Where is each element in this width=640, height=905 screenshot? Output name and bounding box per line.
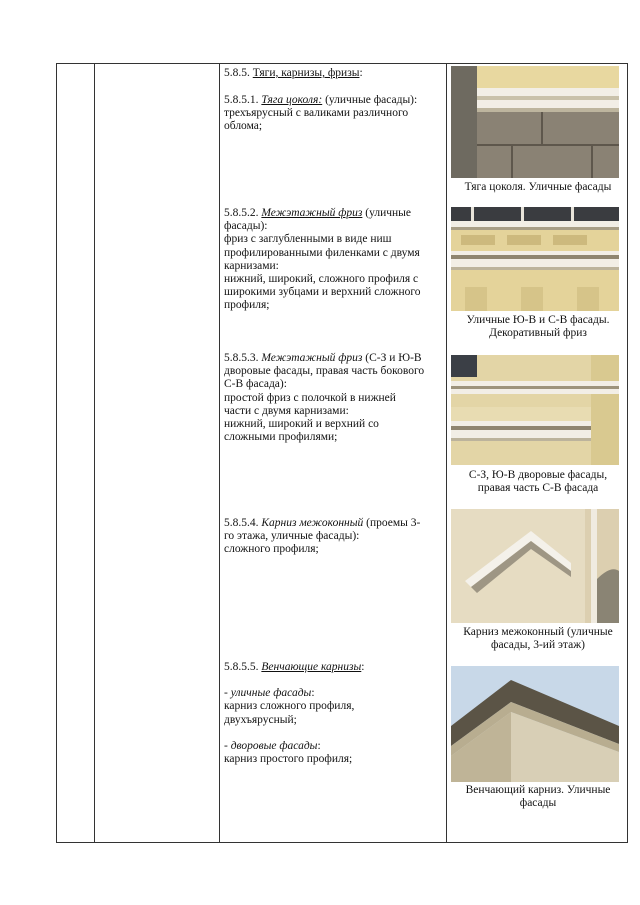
section-5-8-5-heading: 5.8.5. Тяги, карнизы, фризы: <box>224 67 363 79</box>
photo-crowning-cornice <box>451 666 619 782</box>
caption-frieze-street: Уличные Ю-В и С-В фасады. Декоративный фриз <box>466 314 610 340</box>
table-col-divider-1 <box>94 63 95 843</box>
photo-plinth <box>451 66 619 178</box>
photo-window-cornice <box>451 509 619 623</box>
table-col-divider-2 <box>219 63 220 843</box>
section-5-8-5-5: 5.8.5.5. Венчающие карнизы: - уличные фасады: карниз сложного профиля, двухъярусный; - дворовые фасады: карниз простого профиля; <box>224 661 365 766</box>
caption-plinth: Тяга цоколя. Уличные фасады <box>464 181 612 193</box>
table-left-border <box>56 63 57 843</box>
section-5-8-5-4: 5.8.5.4. Карниз межоконный (проемы 3- го этажа, уличные фасады): сложного профиля; <box>224 517 421 556</box>
table-bottom-border <box>56 842 628 843</box>
section-5-8-5-2: 5.8.5.2. Межэтажный фриз (уличные фасады): фриз с заглубленными в виде ниш профилированными филенками с двумя карнизами: нижний, широкий, сложного профиля с широкими зубцами и верхний сложного профиля; <box>224 207 421 312</box>
table-top-border <box>56 63 628 64</box>
photo-frieze-street <box>451 207 619 311</box>
section-5-8-5-1: 5.8.5.1. Тяга цоколя: (уличные фасады): трехъярусный с валиками различного облома; <box>224 94 418 133</box>
section-5-8-5-3: 5.8.5.3. Межэтажный фриз (С-З и Ю-В дворовые фасады, правая часть бокового С-В фасада): простой фриз с полочкой в нижней части с двумя карнизами: нижний, широкий и верхний со сложными профилями; <box>224 352 425 444</box>
photo-frieze-courtyard <box>451 355 619 465</box>
table-right-border <box>627 63 628 843</box>
caption-crowning-cornice: Венчающий карниз. Уличные фасады <box>465 784 611 810</box>
caption-window-cornice: Карниз межоконный (уличные фасады, 3-ий этаж) <box>463 626 613 652</box>
table-col-divider-3 <box>446 63 447 843</box>
caption-frieze-courtyard: С-З, Ю-В дворовые фасады, правая часть С-В фасада <box>468 469 608 495</box>
